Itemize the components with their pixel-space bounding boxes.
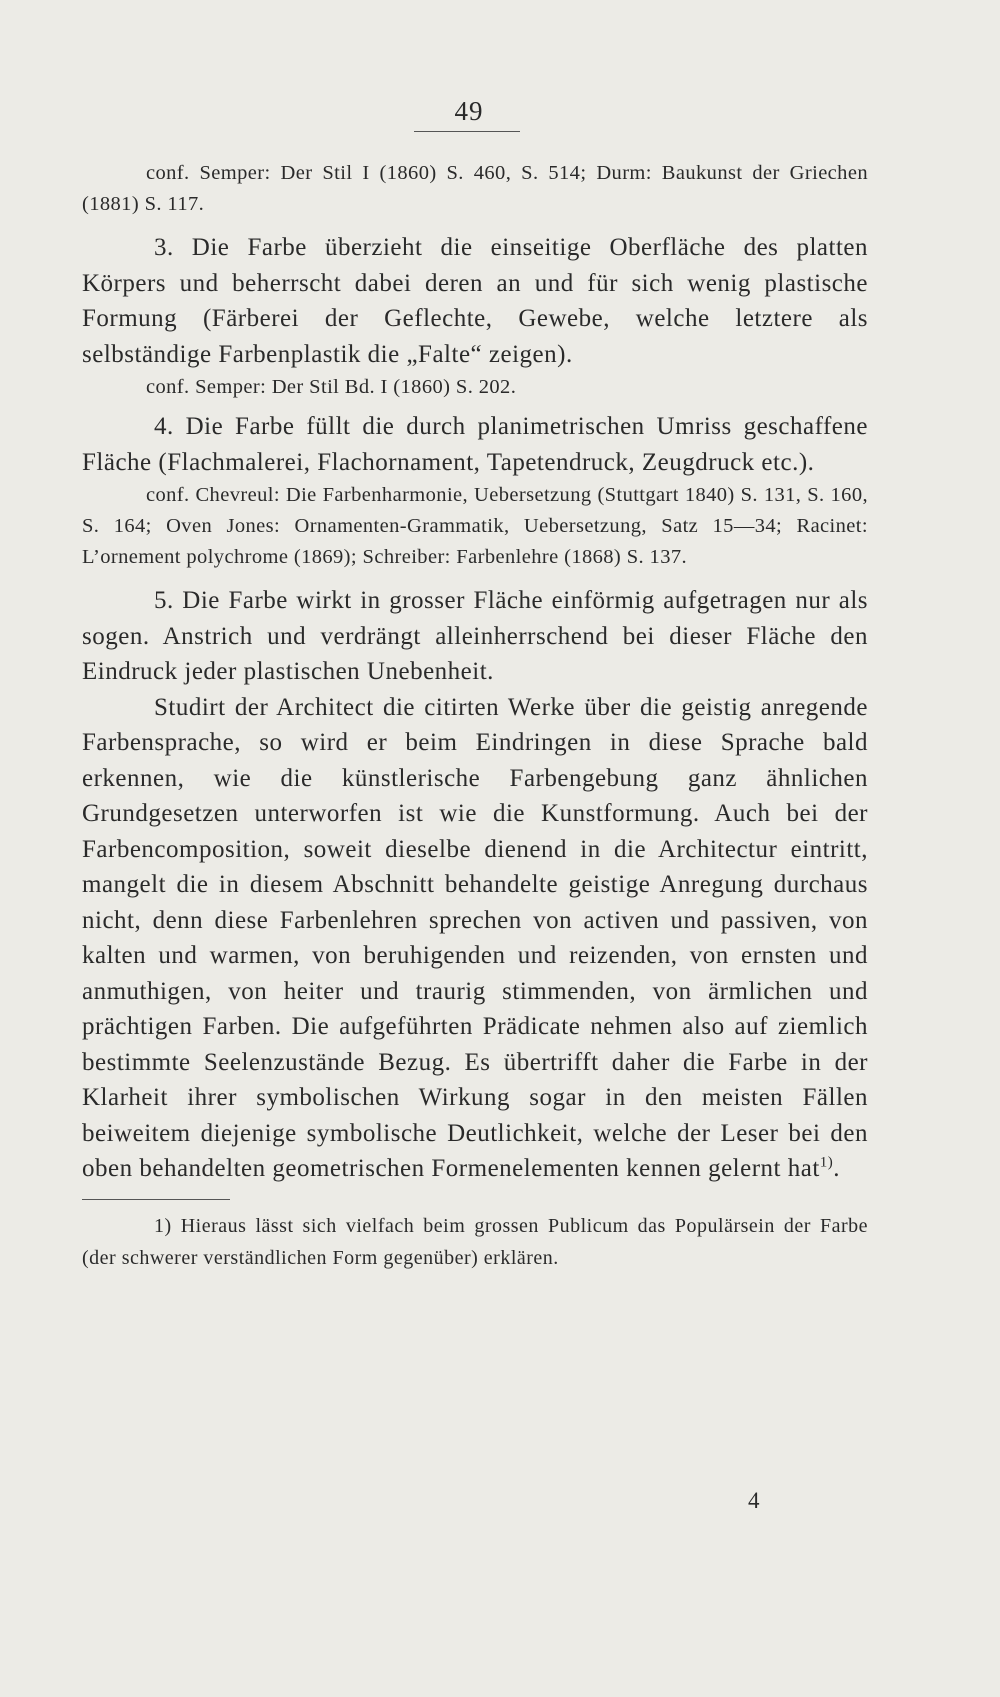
footnote-rule	[82, 1199, 230, 1200]
footnote-marker: 1)	[819, 1154, 834, 1171]
paragraph-3: 3. Die Farbe überzieht die einseitige Oberfläche des platten Körpers und beherrscht dabei deren an und für sich wenig plastische Formung (Färberei der Geflechte, Gewebe, welche letztere als selbständige Farbenplastik die „Falte“ zeigen).	[82, 234, 868, 368]
reference-chevreul-jones-racinet: conf. Chevreul: Die Farbenharmonie, Uebersetzung (Stuttgart 1840) S. 131, S. 160, S. 164; Oven Jones: Ornamenten-Grammatik, Uebersetzung, Satz 15—34; Racinet: L’ornement polychrome (1869); Schreiber: Farbenlehre (1868) S. 137.	[82, 484, 868, 568]
reference-semper: conf. Semper: Der Stil Bd. I (1860) S. 202.	[146, 376, 517, 398]
paragraph-5: 5. Die Farbe wirkt in grosser Fläche einförmig aufgetragen nur als sogen. Anstrich und verdrängt alleinherrschend bei dieser Fläche den Eindruck jeder plastischen Unebenheit.	[82, 587, 868, 685]
page-content	[82, 158, 868, 1274]
page-number-rule	[414, 131, 520, 132]
signature-mark: 4	[748, 1488, 760, 1513]
paragraph-4: 4. Die Farbe füllt die durch planimetrischen Umriss geschaffene Fläche (Flachmalerei, Flachornament, Tapetendruck, Zeugdruck etc.).	[82, 413, 868, 476]
paragraph-main-text: Studirt der Architect die citirten Werke über die geistig anregende Farbensprache, so wird er beim Eindringen in diese Sprache bald erkennen, wie die künstlerische Farbengebung ganz ähnlichen Grundgesetzen unterworfen ist wie die Kunstformung. Auch bei der Farbencomposition, soweit dieselbe dienend in die Architectur eintritt, mangelt die in diesem Abschnitt behandelte geistige Anregung durchaus nicht, denn diese Farbenlehren sprechen von activen und passiven, von kalten und warmen, von beruhigenden und reizenden, von ernsten und anmuthigen, von heiter und traurig stimmenden, von ärmlichen und prächtigen Farben. Die aufgeführten Prädicate nehmen also auf ziemlich bestimmte Seelenzustände Bezug. Es übertrifft daher die Farbe in der Klarheit ihrer symbolischen Wirkung sogar in den meisten Fällen beiweitem diejenige symbolische Deutlichkeit, welche der Leser bei den oben behandelten geometrischen Formenelementen kennen gelernt hat	[82, 693, 868, 1182]
footnote: 1) Hieraus lässt sich vielfach beim grossen Publicum das Populärsein der Farbe (der schwerer verständlichen Form gegenüber) erklären.	[82, 1214, 868, 1269]
paragraph-main: Studirt der Architect die citirten Werke über die geistig anregende Farbensprache, so wird er beim Eindringen in diese Sprache bald erkennen, wie die künstlerische Farbengebung ganz ähnlichen Grundgesetzen unterworfen ist wie die Kunstformung. Auch bei der Farbencomposition, soweit dieselbe dienend in die Architectur eintritt, mangelt die in diesem Abschnitt behandelte geistige Anregung durchaus nicht, denn diese Farbenlehren sprechen von activen und passiven, von kalten und warmen, von beruhigenden und reizenden, von ernsten und anmuthigen, von heiter und traurig stimmenden, von ärmlichen und prächtigen Farben. Die aufgeführten Prädicate nehmen also auf ziemlich bestimmte Seelenzustände Bezug. Es übertrifft daher die Farbe in der Klarheit ihrer symbolischen Wirkung sogar in den meisten Fällen beiweitem diejenige symbolische Deutlichkeit, welche der Leser bei den oben behandelten geometrischen Formenelementen kennen gelernt hat$^{1)}$.	[82, 693, 868, 1182]
page-number: 49	[454, 96, 484, 126]
reference-semper-durm: conf. Semper: Der Stil I (1860) S. 460, S. 514; Durm: Baukunst der Griechen (1881) S. 117.	[82, 162, 868, 215]
